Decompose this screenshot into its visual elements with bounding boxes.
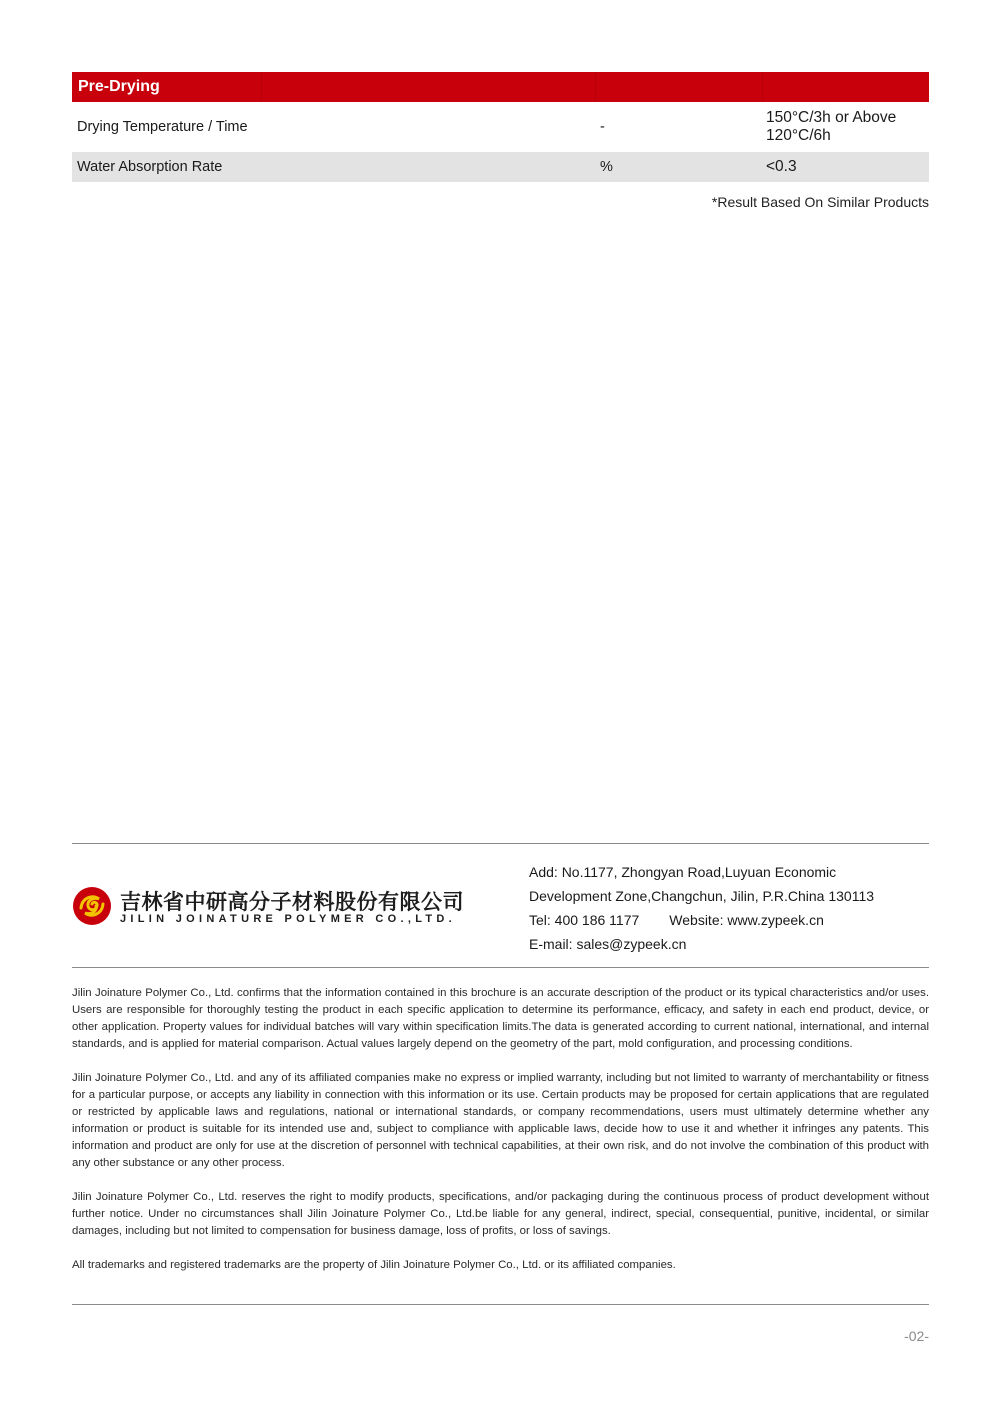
company-logo-icon: [72, 886, 112, 926]
property-unit: -: [600, 119, 605, 135]
address-line: Development Zone,Changchun, Jilin, P.R.China 130113: [529, 888, 875, 904]
property-name: Drying Temperature / Time: [77, 119, 248, 135]
disclaimer-paragraph: Jilin Joinature Polymer Co., Ltd. confirms that the information contained in this brochure is an accurate description of the product or its typical characteristics and/or uses. Users are responsible for thoroughly testing the product in each specific application to determine its performance, efficacy, and safety in each end product, device, or other application. Property values for individual batches will vary within specification limits.The data is generated according to current national, international, and internal standards, and is applied for material comparison. Actual values largely depend on the geometry of the part, mold configuration, and processing conditions.: [72, 987, 929, 1050]
company-name-cn: 吉林省中研高分子材料股份有限公司: [120, 890, 464, 914]
company-logo: [72, 884, 472, 930]
telephone: Tel: 400 186 1177: [529, 912, 640, 928]
footer-top-divider: [72, 843, 929, 844]
email-link[interactable]: E-mail: sales@zypeek.cn: [529, 936, 687, 952]
disclaimer-paragraph: Jilin Joinature Polymer Co., Ltd. reserves the right to modify products, specifications, and/or packaging during the continuous process of product development without further notice. Under no circumstances shall Jilin Joinature Polymer Co., Ltd.be liable for any general, indirect, special, consequential, punitive, incidental, or similar damages, including but not limited to compensation for business damage, loss of profits, or loss of savings.: [72, 1191, 929, 1237]
property-unit: %: [600, 159, 613, 175]
contact-block: [529, 860, 874, 956]
disclaimer-paragraph: Jilin Joinature Polymer Co., Ltd. and any of its affiliated companies make no express or implied warranty, including but not limited to warranty of merchantability or fitness for a particular purpose, or accepts any liability in connection with this information or its use. Certain products may be proposed for certain applications that are regulated or restricted by applicable laws and regulations, national or international standards, or company recommendations, users must ultimately determine whether any information or product is suitable for its intended use and, subject to compliance with applicable laws, decide how to use it and whether it infringes any patents. This information and product are only for use at the discretion of personnel with technical capabilities, at their own risk, and do not involve the combination of this product with any other substance or any other process.: [72, 1072, 929, 1169]
property-name: Water Absorption Rate: [77, 159, 223, 175]
property-value: <0.3: [766, 158, 797, 175]
disclaimer-paragraph: All trademarks and registered trademarks are the property of Jilin Joinature Polymer Co., Ltd. or its affiliated companies.: [72, 1259, 676, 1271]
pre-drying-table: [72, 72, 929, 182]
page-number: -02-: [904, 1328, 929, 1344]
footer-bottom-divider: [72, 1304, 929, 1305]
company-name-en: JILIN JOINATURE POLYMER CO.,LTD.: [120, 913, 457, 925]
table-section-header: [72, 72, 929, 102]
table-footnote: *Result Based On Similar Products: [711, 194, 929, 210]
section-title: Pre-Drying: [72, 72, 262, 102]
disclaimer-text: [72, 985, 929, 1291]
table-row: [72, 102, 929, 152]
footer-middle-divider: [72, 967, 929, 968]
website-link[interactable]: Website: www.zypeek.cn: [669, 912, 824, 928]
address-line: Add: No.1177, Zhongyan Road,Luyuan Economic: [529, 864, 837, 880]
table-row: [72, 152, 929, 182]
property-value: 150°C/3h or Above 120°C/6h: [766, 109, 897, 144]
